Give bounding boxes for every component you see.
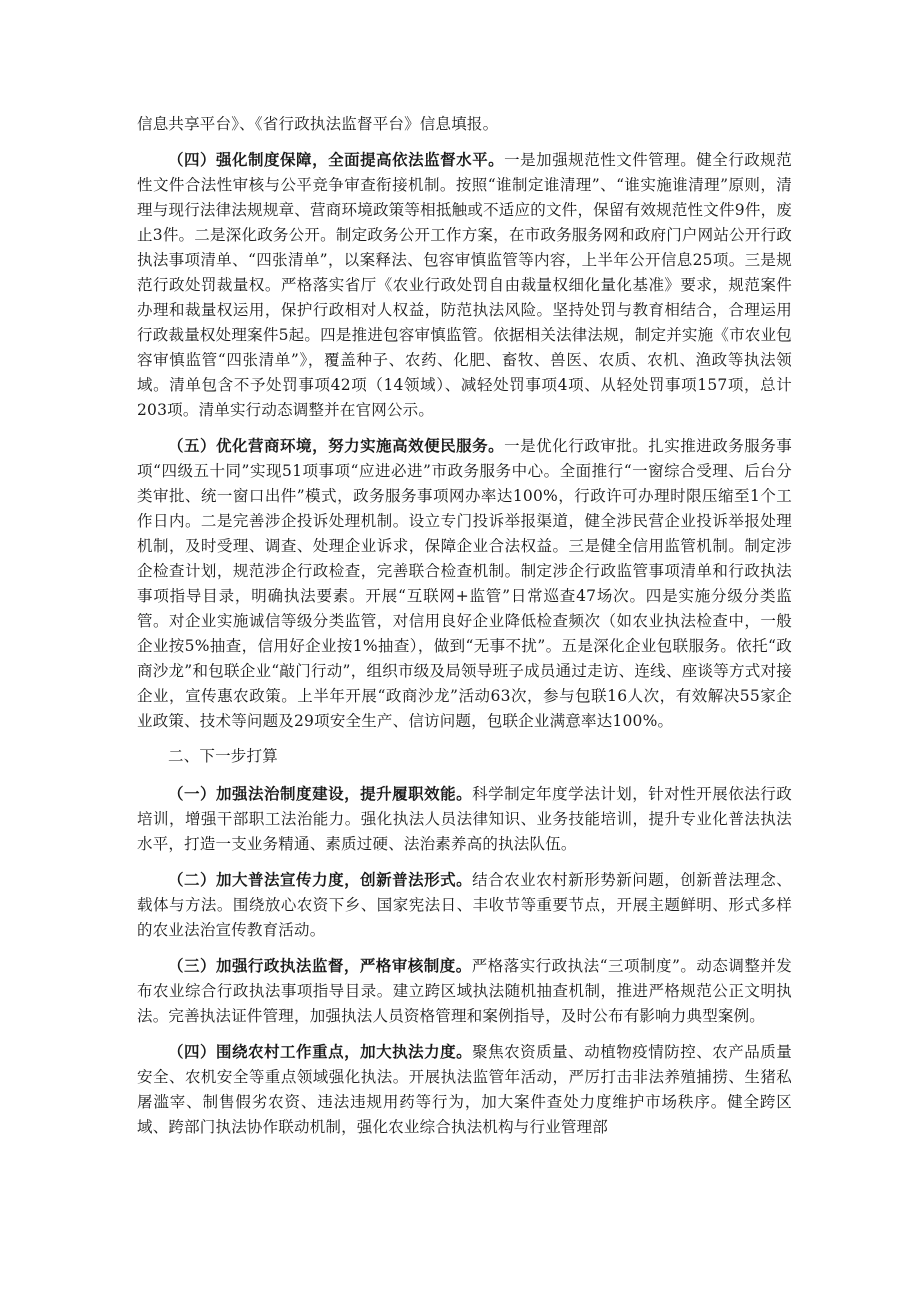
plan-1-body: 科学制定年度学法计划，针对性开展依法行政培训，增强干部职工法治能力。强化执法人员法律知识、业务技能培训，提升专业化普法执法水平，打造一支业务精通、素质过硬、法治素养高的执法队伍。 (137, 785, 792, 853)
plan-1-paragraph (137, 781, 792, 857)
plan-2-heading: （二）加大普法宣传力度，创新普法形式。 (168, 870, 473, 889)
section-5-paragraph (137, 433, 792, 734)
section-5-heading: （五）优化营商环境，努力实施高效便民服务。 (168, 436, 505, 455)
section-5-body: 一是优化行政审批。扎实推进政务服务事项“四级五十同”实现51项事项“应进必进”市政务服务中心。全面推行“一窗综合受理、后台分类审批、统一窗口出件”模式，政务服务事项网办率达100%，行政许可办理时限压缩至1个工作日内。二是完善涉企投诉处理机制。设立专门投诉举报渠道，健全涉民营企业投诉举报处理机制，及时受理、调查、处理企业诉求，保障企业合法权益。三是健全信用监管机制。制定涉企检查计划，规范涉企行政检查，完善联合检查机制。制定涉企行政监管事项清单和行政执法事项指导目录，明确执法要素。开展“互联网+监管”日常巡查47场次。四是实施分级分类监管。对企业实施诚信等级分类监管，对信用良好企业降低检查频次（如农业执法检查中，一般企业按5%抽查，信用好企业按1%抽查），做到“无事不扰”。五是深化企业包联服务。依托“政商沙龙”和包联企业“敲门行动”，组织市级及局领导班子成员通过走访、连线、座谈等方式对接企业，宣传惠农政策。上半年开展“政商沙龙”活动63次，参与包联16人次，有效解决55家企业政策、技术等问题及29项安全生产、信访问题，包联企业满意率达100%。 (137, 437, 793, 730)
plan-1-heading: （一）加强法治制度建设，提升履职效能。 (168, 784, 473, 803)
section-4-heading: （四）强化制度保障，全面提高依法监督水平。 (168, 150, 505, 169)
continuation-paragraph: 信息共享平台》、《省行政执法监督平台》信息填报。 (137, 115, 499, 133)
plan-3-heading: （三）加强行政执法监督，严格审核制度。 (168, 956, 472, 975)
plan-2-body: 结合农业农村新形势新问题，创新普法理念、载体与方法。围绕放心农资下乡、国家宪法日、丰收节等重要节点，开展主题鲜明、形式多样的农业法治宣传教育活动。 (137, 871, 792, 939)
document-page (137, 112, 792, 1150)
plan-4-heading: （四）围绕农村工作重点，加大执法力度。 (168, 1042, 473, 1061)
plan-3-body: 严格落实行政执法“三项制度”。动态调整并发布农业综合行政执法事项指导目录。建立跨区域执法随机抽查机制，推进严格规范公正文明执法。完善执法证件管理，加强执法人员资格管理和案例指导，及时公布有影响力典型案例。 (137, 957, 792, 1025)
next-steps-heading: 二、下一步打算 (168, 747, 278, 765)
section-4-paragraph (137, 147, 792, 423)
section-4-body: 一是加强规范性文件管理。健全行政规范性文件合法性审核与公平竞争审查衔接机制。按照“谁制定谁清理”、“谁实施谁清理”原则，清理与现行法律法规规章、营商环境政策等相抵触或不适应的文件，保留有效规范性文件9件，废止3件。二是深化政务公开。制定政务公开工作方案，在市政务服务网和政府门户网站公开行政执法事项清单、“四张清单”，以案释法、包容审慎监管等内容，上半年公开信息25项。三是规范行政处罚裁量权。严格落实省厅《农业行政处罚自由裁量权细化量化基准》要求，规范案件办理和裁量权运用，保护行政相对人权益，防范执法风险。坚持处罚与教育相结合，合理运用行政裁量权处理案件5起。四是推进包容审慎监管。依据相关法律法规，制定并实施《市农业包容审慎监管“四张清单”》，覆盖种子、农药、化肥、畜牧、兽医、农质、农机、渔政等执法领域。清单包含不予处罚事项42项（14领域）、减轻处罚事项4项、从轻处罚事项157项，总计203项。清单实行动态调整并在官网公示。 (137, 151, 793, 419)
plan-2-paragraph (137, 867, 792, 943)
plan-4-paragraph (137, 1039, 792, 1140)
plan-4-body: 聚焦农资质量、动植物疫情防控、农产品质量安全、农机安全等重点领域强化执法。开展执法监管年活动，严厉打击非法养殖捕捞、生猪私屠滥宰、制售假劣农资、违法违规用药等行为，加大案件查处力度维护市场秩序。健全跨区域、跨部门执法协作联动机制，强化农业综合执法机构与行业管理部 (137, 1043, 792, 1136)
plan-3-paragraph (137, 953, 792, 1029)
